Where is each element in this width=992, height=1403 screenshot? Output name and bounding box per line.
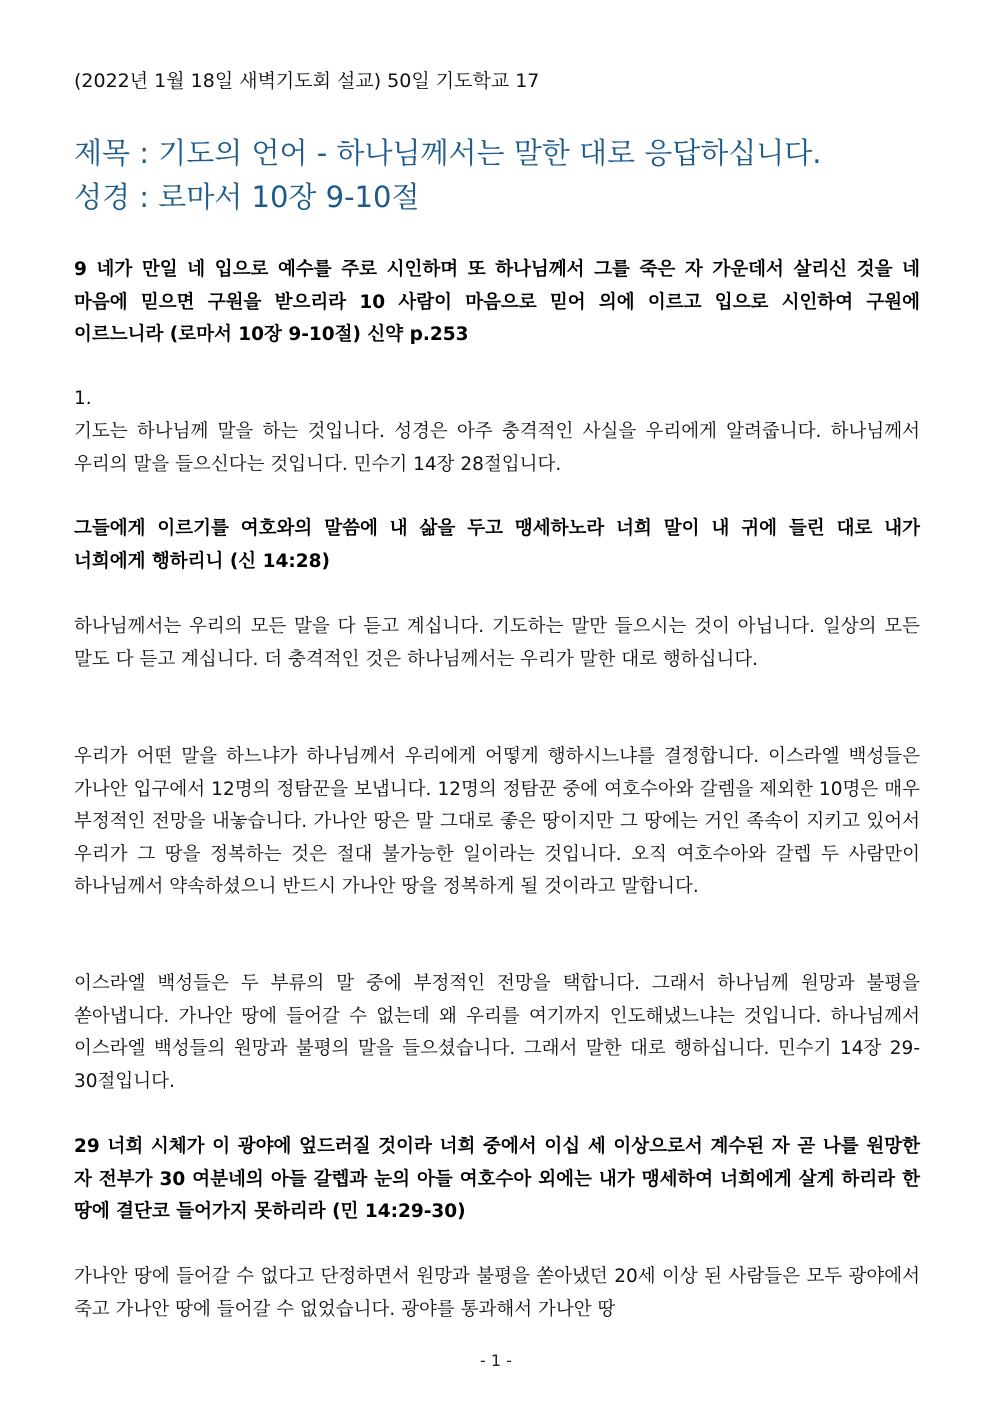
sermon-title: 제목 : 기도의 언어 - 하나님께서는 말한 대로 응답하십니다.: [74, 136, 822, 170]
title-block: [74, 131, 822, 219]
scripture-verse-numbers-29-30: 29 너희 시체가 이 광야에 엎드러질 것이라 너희 중에서 이십 세 이상으로서 계수된 자 곧 나를 원망한 자 전부가 30 여분네의 아들 갈렙과 눈의 아들 여호수아 외에는 내가 맹세하여 너희에게 살게 하리라 한 땅에 결단코 들어가지 못하리라 (민 14:29-30): [74, 1136, 920, 1222]
paragraph-3: 우리가 어떤 말을 하느냐가 하나님께서 우리에게 어떻게 행하시느냐를 결정합니다. 이스라엘 백성들은 가나안 입구에서 12명의 정탐꾼을 보냅니다. 12명의 정탐꾼 중에 여호수아와 갈렘을 제외한 10명은 매우 부정적인 전망을 내놓습니다. 가나안 땅은 말 그대로 좋은 땅이지만 그 땅에는 거인 족속이 지키고 있어서 우리가 그 땅을 정복하는 것은 절대 불가능한 일이라는 것입니다. 오직 여호수아와 갈렙 두 사람만이 하나님께서 약속하셨으니 반드시 가나안 땅을 정복하게 될 것이라고 말합니다.: [74, 746, 920, 897]
paragraph-2: 하나님께서는 우리의 모든 말을 다 듣고 계십니다. 기도하는 말만 들으시는 것이 아닙니다. 일상의 모든 말도 다 듣고 계십니다. 더 충격적인 것은 하나님께서는 우리가 말한 대로 행하십니다.: [74, 616, 920, 670]
section-number: 1.: [74, 388, 92, 409]
sermon-date-header: (2022년 1월 18일 새벽기도회 설교) 50일 기도학교 17: [74, 70, 540, 92]
page-number: - 1 -: [480, 1351, 512, 1370]
paragraph-5: 가나안 땅에 들어갈 수 없다고 단정하면서 원망과 불평을 쏟아냈던 20세 이상 된 사람들은 모두 광야에서 죽고 가나안 땅에 들어갈 수 없었습니다. 광야를 통과해서 가나안 땅: [74, 1266, 920, 1320]
scripture-verse-numbers-28: 그들에게 이르기를 여호와의 말씀에 내 삶을 두고 맹세하노라 너희 말이 내 귀에 들린 대로 내가 너희에게 행하리니 (신 14:28): [74, 518, 920, 572]
paragraph-4: 이스라엘 백성들은 두 부류의 말 중에 부정적인 전망을 택합니다. 그래서 하나님께 원망과 불평을 쏟아냅니다. 가나안 땅에 들어갈 수 없는데 왜 우리를 여기까지 인도해냈느냐는 것입니다. 하나님께서 이스라엘 백성들의 원망과 불평의 말을 들으셨습니다. 그래서 말한 대로 행하십니다. 민수기 14장 29-30절입니다.: [74, 973, 920, 1092]
scripture-verse-romans: 9 네가 만일 네 입으로 예수를 주로 시인하며 또 하나님께서 그를 죽은 자 가운데서 살리신 것을 네 마음에 믿으면 구원을 받으리라 10 사람이 마음으로 믿어 의에 이르고 입으로 시인하여 구원에 이르느니라 (로마서 10장 9-10절) 신약 p.253: [74, 259, 920, 345]
paragraph-1: 기도는 하나님께 말을 하는 것입니다. 성경은 아주 충격적인 사실을 우리에게 알려줍니다. 하나님께서 우리의 말을 들으신다는 것입니다. 민수기 14장 28절입니다.: [74, 421, 920, 475]
scripture-reference: 성경 : 로마서 10장 9-10절: [74, 180, 420, 214]
